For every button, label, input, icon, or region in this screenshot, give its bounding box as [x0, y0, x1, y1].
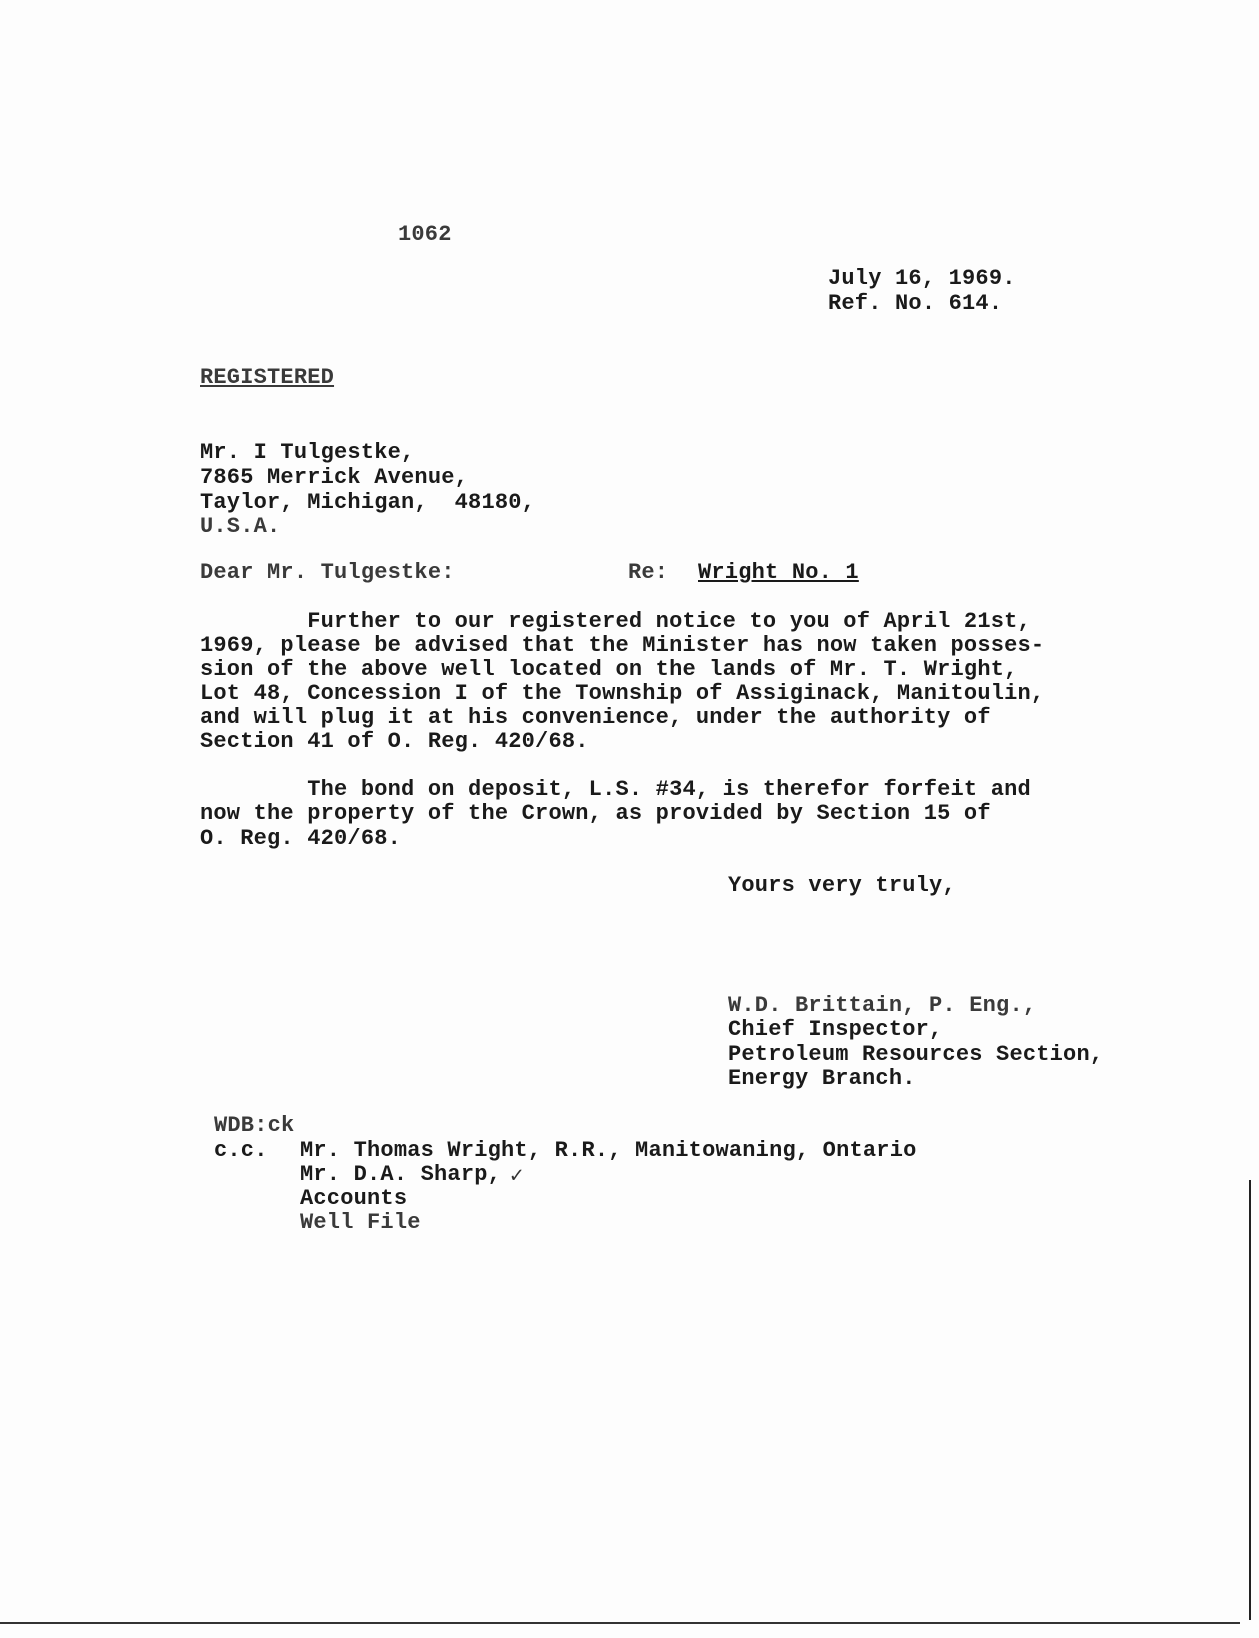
paragraph-1-line: sion of the above well located on the lands of Mr. T. Wright, — [200, 657, 1018, 682]
cc-item: Accounts — [300, 1186, 408, 1211]
recipient-street: 7865 Merrick Avenue, — [200, 465, 469, 490]
recipient-country: U.S.A. — [200, 514, 281, 539]
signature-title: Chief Inspector, — [728, 1017, 943, 1042]
cc-item: Well File — [300, 1210, 421, 1235]
signature-name: W.D. Brittain, P. Eng., — [728, 993, 1037, 1018]
cc-item: Mr. D.A. Sharp, — [300, 1162, 502, 1187]
paragraph-2-line: The bond on deposit, L.S. #34, is therefor forfeit and — [200, 777, 1031, 802]
signature-section: Petroleum Resources Section, — [728, 1042, 1104, 1067]
salutation: Dear Mr. Tulgestke: — [200, 560, 455, 585]
signature-branch: Energy Branch. — [728, 1066, 916, 1091]
letter-date: July 16, 1969. — [828, 266, 1016, 291]
paragraph-1-line: 1969, please be advised that the Minister has now taken posses- — [200, 633, 1045, 658]
typist-initials: WDB:ck — [214, 1113, 295, 1138]
paragraph-2-line: O. Reg. 420/68. — [200, 826, 402, 851]
recipient-city: Taylor, Michigan, 48180, — [200, 490, 536, 515]
reference-number: Ref. No. 614. — [828, 291, 1003, 316]
cc-item: Mr. Thomas Wright, R.R., Manitowaning, Ontario — [300, 1138, 917, 1163]
paragraph-2-line: now the property of the Crown, as provided by Section 15 of — [200, 801, 991, 826]
document-number: 1062 — [398, 222, 452, 247]
page-edge-bottom — [0, 1622, 1240, 1624]
re-label: Re: — [628, 560, 669, 585]
paragraph-1-line: Further to our registered notice to you of April 21st, — [200, 609, 1031, 634]
re-subject: Wright No. 1 — [698, 560, 859, 585]
closing: Yours very truly, — [728, 873, 956, 898]
registered-heading: REGISTERED — [200, 365, 335, 390]
paragraph-1-line: Section 41 of O. Reg. 420/68. — [200, 729, 589, 754]
page-edge-right — [1249, 1180, 1251, 1620]
handwritten-check-icon: ✓ — [510, 1164, 524, 1189]
paragraph-1-line: and will plug it at his convenience, under the authority of — [200, 705, 991, 730]
paragraph-1-line: Lot 48, Concession I of the Township of Assiginack, Manitoulin, — [200, 681, 1045, 706]
cc-label: c.c. — [214, 1138, 268, 1163]
recipient-name: Mr. I Tulgestke, — [200, 440, 415, 465]
